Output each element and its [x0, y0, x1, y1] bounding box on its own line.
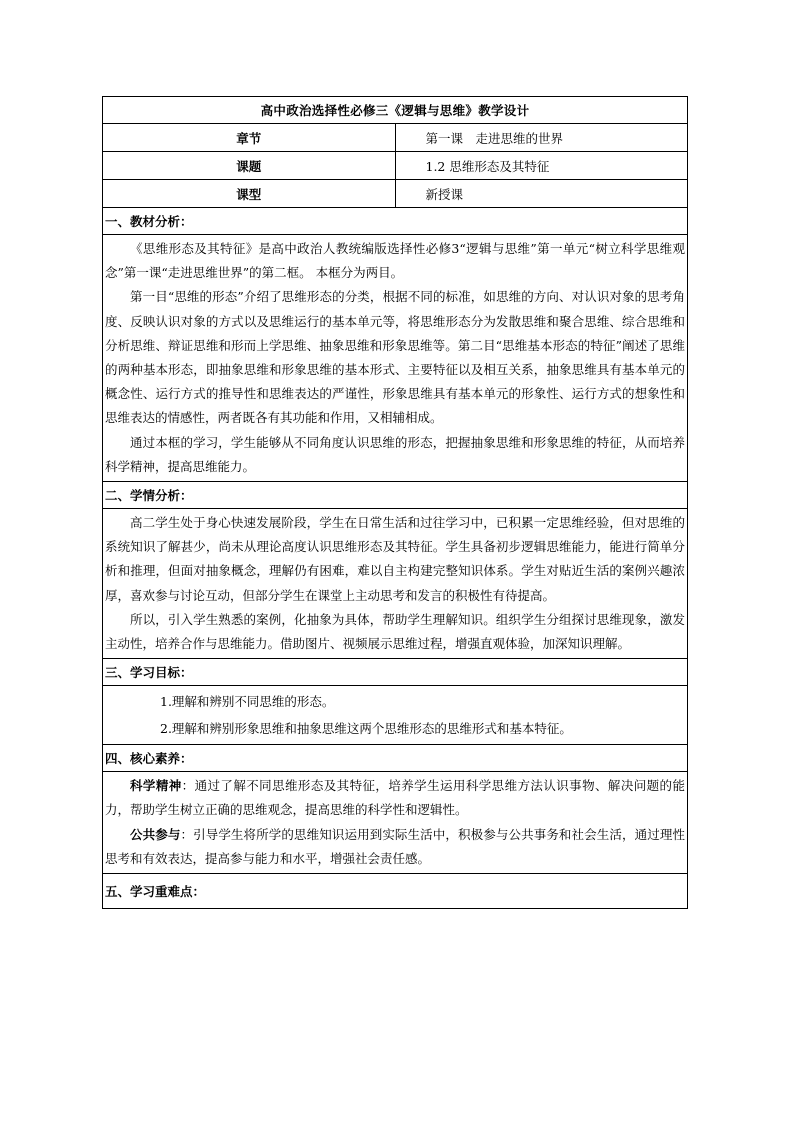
paragraph: 《思维形态及其特征》是高中政治人教统编版选择性必修3“逻辑与思维”第一单元“树立科学思维观念”第一课“走进思维世界”的第二框。 本框分为两目。 [105, 241, 685, 281]
section-body-textbook [103, 235, 688, 482]
competency-text: ：通过了解不同思维形态及其特征，培养学生运用科学思维方法认识事物、解决问题的能力，帮助学生树立正确的思维观念，提高思维的科学性和逻辑性。 [105, 778, 685, 818]
section-heading: 一、教材分析： [103, 208, 688, 235]
competency-lead: 公共参与 [130, 826, 181, 842]
meta-row-chapter [103, 124, 688, 152]
paragraph: 所以，引入学生熟悉的案例，化抽象为具体，帮助学生理解知识。组织学生分组探讨思维现象，激发主动性，培养合作与思维能力。借助图片、视频展示思维过程，增强直观体验，加深知识理解。 [105, 611, 685, 652]
section-heading: 四、核心素养： [103, 745, 688, 772]
document-title: 高中政治选择性必修三《逻辑与思维》教学设计 [103, 97, 688, 124]
section-heading: 三、学习目标： [103, 659, 688, 686]
meta-label: 课型 [103, 180, 396, 208]
section-heading: 五、学习重难点： [103, 874, 688, 909]
meta-row-type [103, 180, 688, 208]
meta-value: 1.2 思维形态及其特征 [395, 152, 688, 180]
section-body-goals [103, 686, 688, 745]
competency-text: ：引导学生将所学的思维知识运用到实际生活中，积极参与公共事务和社会生活，通过理性思考和有效表达，提高参与能力和水平，增强社会责任感。 [105, 826, 685, 866]
competency-item [105, 774, 685, 822]
meta-row-topic [103, 152, 688, 180]
goal-item: 1.理解和辨别不同思维的形态。 [160, 694, 335, 710]
competency-item [105, 823, 685, 871]
section-body-learners [103, 509, 688, 659]
lesson-plan-table [102, 96, 688, 909]
paragraph: 高二学生处于身心快速发展阶段，学生在日常生活和过往学习中，已积累一定思维经验，但对思维的系统知识了解甚少，尚未从理论高度认识思维形态及其特征。学生具备初步逻辑思维能力，能进行简单分析和推理，但面对抽象概念，理解仍有困难，难以自主构建完整知识体系。学生对贴近生活的案例兴趣浓厚，喜欢参与讨论互动，但部分学生在课堂上主动思考和发言的积极性有待提高。 [105, 515, 685, 603]
paragraph: 通过本框的学习，学生能够从不同角度认识思维的形态，把握抽象思维和形象思维的特征，从而培养科学精神，提高思维能力。 [105, 434, 685, 474]
meta-value: 新授课 [395, 180, 688, 208]
competency-lead: 科学精神 [130, 778, 182, 794]
meta-value: 第一课 走进思维的世界 [395, 124, 688, 152]
document-page [102, 96, 688, 909]
goal-item: 2.理解和辨别形象思维和抽象思维这两个思维形态的思维形式和基本特征。 [160, 721, 572, 737]
meta-label: 章节 [103, 124, 396, 152]
meta-label: 课题 [103, 152, 396, 180]
section-body-competencies [103, 772, 688, 874]
section-heading: 二、学情分析： [103, 482, 688, 509]
paragraph: 第一目“思维的形态”介绍了思维形态的分类，根据不同的标准，如思维的方向、对认识对象的思考角度、反映认识对象的方式以及思维运行的基本单元等，将思维形态分为发散思维和聚合思维、综合思维和分析思维、辩证思维和形而上学思维、抽象思维和形象思维等。第二目“思维基本形态的特征”阐述了思维的两种基本形态，即抽象思维和形象思维的基本形式、主要特征以及相互关系，抽象思维具有基本单元的概念性、运行方式的推导性和思维表达的严谨性，形象思维具有基本单元的形象性、运行方式的想象性和思维表达的情感性，两者既各有其功能和作用，又相辅相成。 [105, 289, 685, 426]
